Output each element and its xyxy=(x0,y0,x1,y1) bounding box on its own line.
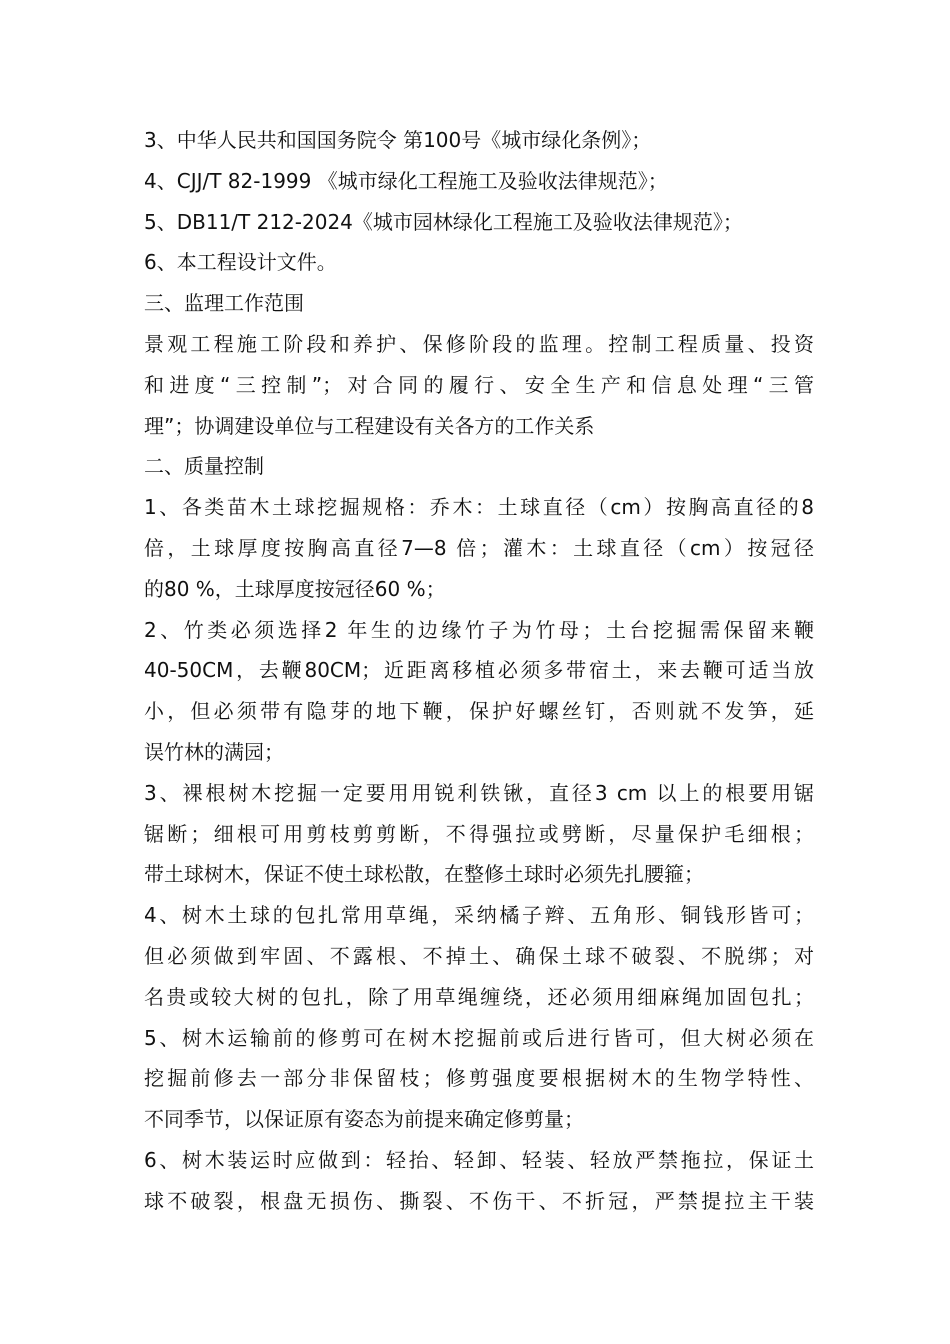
text-line: 和进度“三控制”；对合同的履行、安全生产和信息处理“三管 xyxy=(144,372,814,397)
text-line: 名贵或较大树的包扎，除了用草绳缠绕，还必须用细麻绳加固包扎； xyxy=(144,984,814,1009)
text-line: 5、树木运输前的修剪可在树木挖掘前或后进行皆可，但大树必须在 xyxy=(144,1025,814,1050)
text-line: 倍，土球厚度按胸高直径7—8 倍；灌木：土球直径（cm）按冠径 xyxy=(144,535,814,560)
text-line: 4、CJJ/T 82-1999 《城市绿化工程施工及验收法律规范》； xyxy=(144,168,668,193)
section-heading: 二、质量控制 xyxy=(144,454,264,479)
text-line: 4、树木土球的包扎常用草绳，采纳橘子辫、五角形、铜钱形皆可； xyxy=(144,903,814,928)
document-body xyxy=(144,120,814,1222)
text-line: 2、竹类必须选择2 年生的边缘竹子为竹母；土台挖掘需保留来鞭 xyxy=(144,617,814,642)
text-line: 3、裸根树木挖掘一定要用用锐利铁锹，直径3 cm 以上的根要用锯 xyxy=(144,780,814,805)
text-line: 5、DB11/T 212-2024《城市园林绿化工程施工及验收法律规范》； xyxy=(144,209,743,234)
text-line: 6、树木装运时应做到：轻抬、轻卸、轻装、轻放严禁拖拉，保证土 xyxy=(144,1147,814,1172)
text-line: 带土球树木，保证不使土球松散，在整修土球时必须先扎腰箍； xyxy=(144,862,704,887)
text-line: 误竹林的满园； xyxy=(144,739,284,764)
text-line: 6、本工程设计文件。 xyxy=(144,250,337,275)
text-line: 的80 %，土球厚度按冠径60 %； xyxy=(144,576,446,601)
text-line: 景观工程施工阶段和养护、保修阶段的监理。控制工程质量、投资 xyxy=(144,331,814,356)
text-line: 球不破裂，根盘无损伤、撕裂、不伤干、不折冠，严禁提拉主干装 xyxy=(144,1188,814,1213)
text-line: 40-50CM，去鞭80CM；近距离移植必须多带宿土，来去鞭可适当放 xyxy=(144,658,814,683)
text-line: 3、中华人民共和国国务院令 第100号《城市绿化条例》； xyxy=(144,128,652,152)
text-line: 不同季节，以保证原有姿态为前提来确定修剪量； xyxy=(144,1107,584,1132)
text-line: 理”；协调建设单位与工程建设有关各方的工作关系 xyxy=(144,413,595,438)
text-line: 挖掘前修去一部分非保留枝；修剪强度要根据树木的生物学特性、 xyxy=(144,1066,814,1091)
text-line: 小，但必须带有隐芽的地下鞭，保护好螺丝钉，否则就不发笋，延 xyxy=(144,699,814,724)
text-line: 1、各类苗木土球挖掘规格：乔木：土球直径（cm）按胸高直径的8 xyxy=(144,495,814,520)
text-line: 锯断；细根可用剪枝剪剪断，不得强拉或劈断，尽量保护毛细根； xyxy=(144,821,814,846)
text-line: 但必须做到牢固、不露根、不掉土、确保土球不破裂、不脱绑；对 xyxy=(144,943,814,968)
section-heading: 三、监理工作范围 xyxy=(144,291,304,316)
